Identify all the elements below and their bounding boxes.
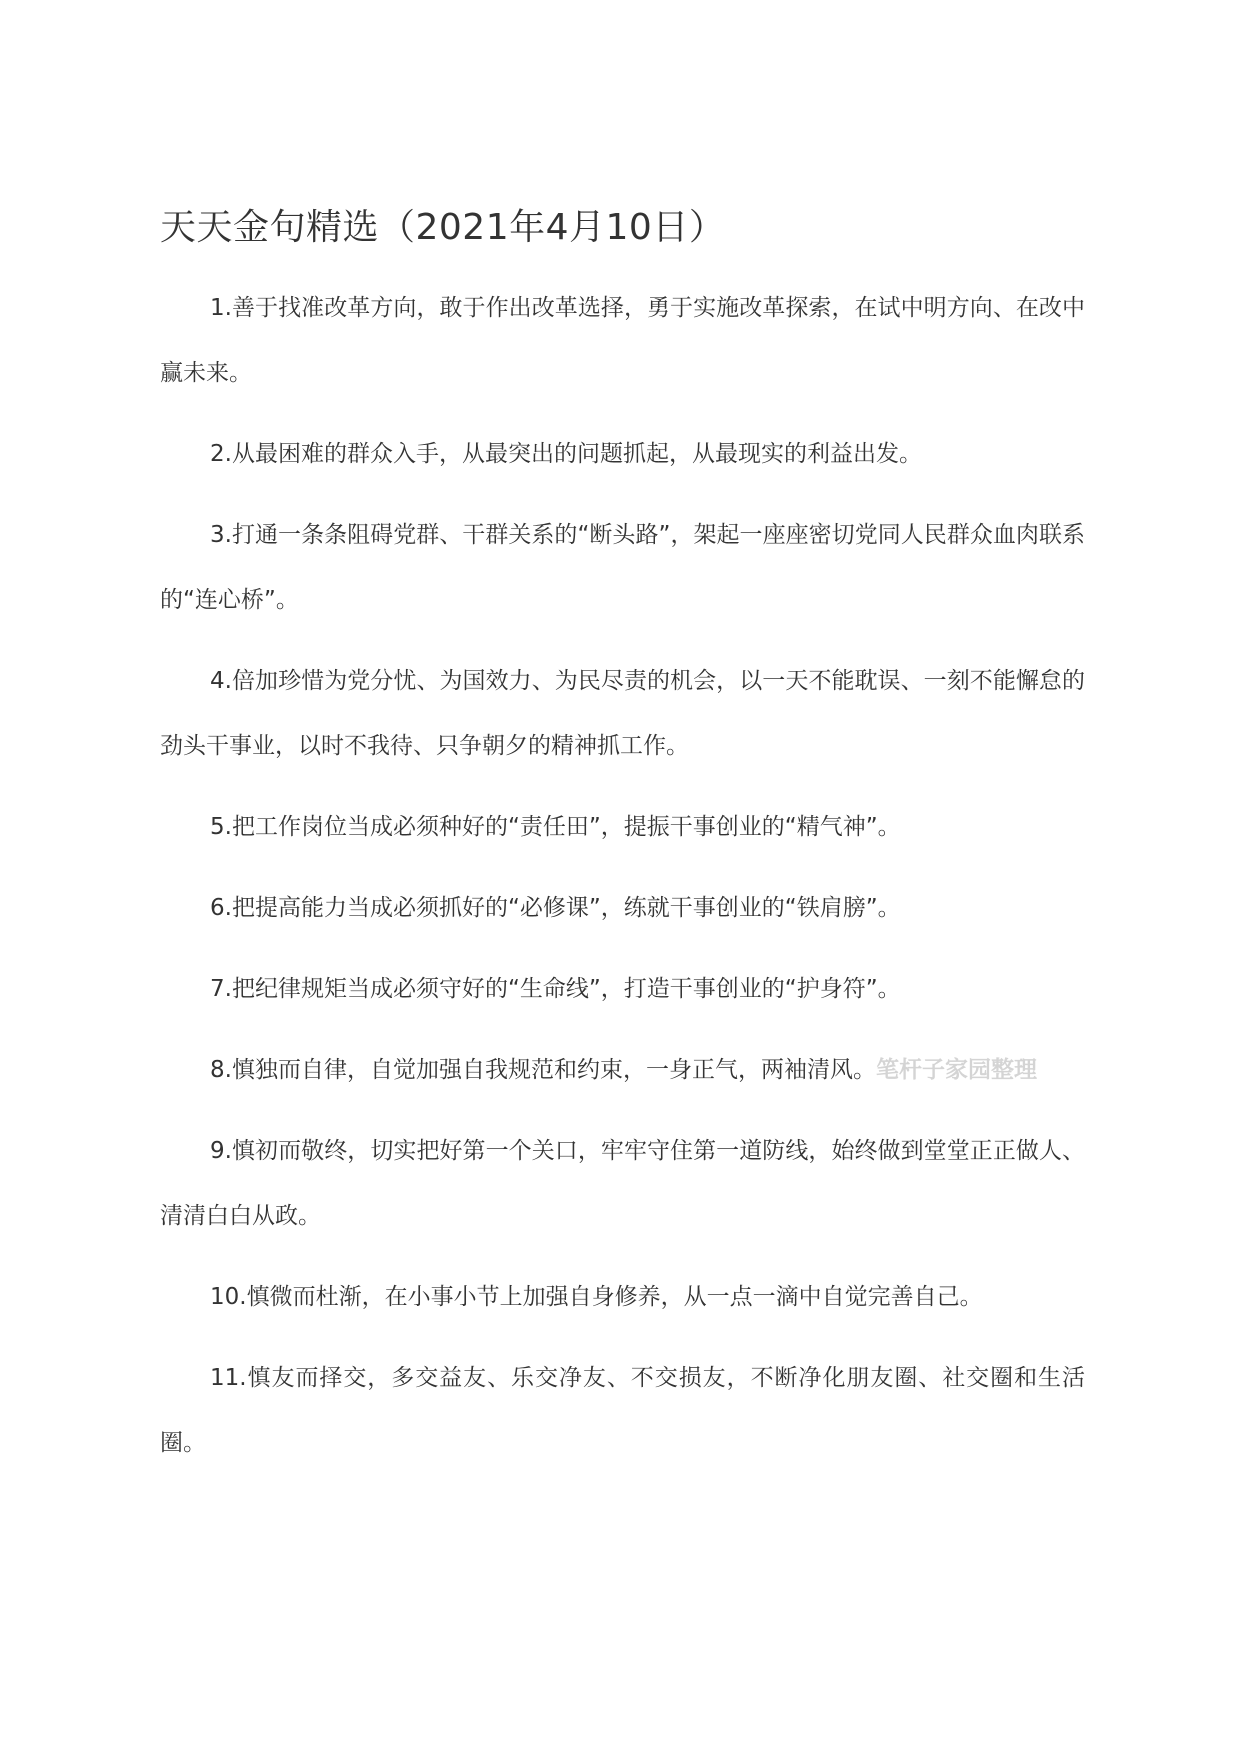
quote-item-10 <box>160 1265 1085 1330</box>
quote-text: 6.把提高能力当成必须抓好的“必修课”，练就干事创业的“铁肩膀”。 <box>210 895 901 921</box>
quote-item-9 <box>160 1119 1085 1249</box>
quote-text: 8.慎独而自律，自觉加强自我规范和约束，一身正气，两袖清风。 <box>210 1057 876 1083</box>
quote-text: 2.从最困难的群众入手，从最突出的问题抓起，从最现实的利益出发。 <box>210 441 922 467</box>
quote-item-3 <box>160 503 1085 633</box>
quote-item-4 <box>160 649 1085 779</box>
quote-text: 3.打通一条条阻碍党群、干群关系的“断头路”，架起一座座密切党同人民群众血肉联系的“连心桥”。 <box>160 522 1085 613</box>
quote-item-7 <box>160 957 1085 1022</box>
document-page <box>160 0 1085 1754</box>
watermark-text: 笔杆子家园整理 <box>875 1057 1037 1083</box>
quote-item-1 <box>160 276 1085 406</box>
quote-text: 5.把工作岗位当成必须种好的“责任田”，提振干事创业的“精气神”。 <box>210 814 901 840</box>
document-title: 天天金句精选（2021年4月10日） <box>160 207 726 248</box>
quote-item-6 <box>160 876 1085 941</box>
quote-item-2 <box>160 422 1085 487</box>
quote-item-8 <box>160 1038 1085 1103</box>
quote-text: 11.慎友而择交，多交益友、乐交净友、不交损友，不断净化朋友圈、社交圈和生活圈。 <box>160 1365 1085 1456</box>
quote-item-11 <box>160 1346 1085 1476</box>
quote-text: 9.慎初而敬终，切实把好第一个关口，牢牢守住第一道防线，始终做到堂堂正正做人、清清白白从政。 <box>160 1138 1085 1229</box>
quote-text: 1.善于找准改革方向，敢于作出改革选择，勇于实施改革探索，在试中明方向、在改中赢未来。 <box>160 295 1085 386</box>
quote-text: 4.倍加珍惜为党分忧、为国效力、为民尽责的机会，以一天不能耽误、一刻不能懈怠的劲头干事业，以时不我待、只争朝夕的精神抓工作。 <box>160 668 1085 759</box>
quote-text: 10.慎微而杜渐，在小事小节上加强自身修养，从一点一滴中自觉完善自己。 <box>210 1284 983 1310</box>
quote-item-5 <box>160 795 1085 860</box>
quote-text: 7.把纪律规矩当成必须守好的“生命线”，打造干事创业的“护身符”。 <box>210 976 901 1002</box>
quote-list <box>160 276 1085 1492</box>
